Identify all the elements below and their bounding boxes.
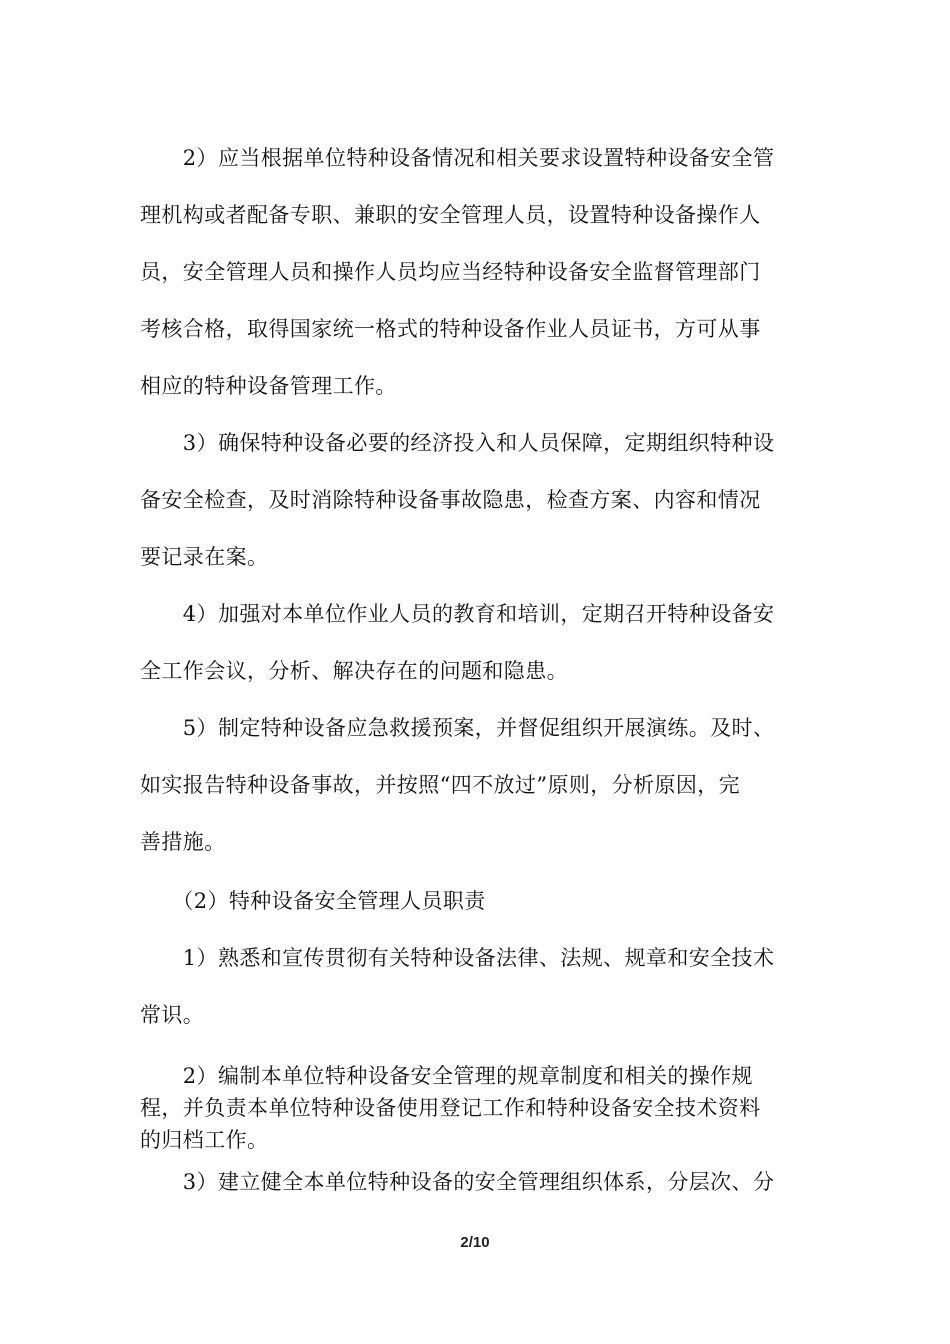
page-number: 2/10 — [460, 1234, 490, 1251]
text-line: 2）编制本单位特种设备安全管理的规章制度和相关的操作规 — [140, 1064, 753, 1088]
section-heading — [140, 873, 810, 930]
text-line: 4）加强对本单位作业人员的教育和培训，定期召开特种设备安 — [140, 602, 775, 626]
paragraph — [140, 130, 810, 415]
paragraph — [140, 930, 810, 1044]
text-line: 常识。 — [140, 1003, 205, 1027]
text-line: 相应的特种设备管理工作。 — [140, 374, 397, 398]
text-line: 2）应当根据单位特种设备情况和相关要求设置特种设备安全管 — [140, 146, 775, 170]
text-line: 程，并负责本单位特种设备使用登记工作和特种设备安全技术资料 — [140, 1096, 761, 1120]
text-line: 善措施。 — [140, 830, 226, 854]
text-line: 如实报告特种设备事故，并按照“四不放过”原则，分析原因，完 — [140, 773, 741, 797]
paragraph — [140, 1060, 810, 1156]
text-line: 全工作会议，分析、解决存在的问题和隐患。 — [140, 659, 568, 683]
text-line: 理机构或者配备专职、兼职的安全管理人员，设置特种设备操作人 — [140, 203, 761, 227]
text-line: 员，安全管理人员和操作人员均应当经特种设备安全监督管理部门 — [140, 260, 761, 284]
text-line: 5）制定特种设备应急救援预案，并督促组织开展演练。及时、 — [140, 716, 775, 740]
text-line: 1）熟悉和宣传贯彻有关特种设备法律、法规、规章和安全技术 — [140, 946, 775, 970]
paragraph — [140, 700, 810, 871]
text-line: 要记录在案。 — [140, 545, 269, 569]
text-line: 的归档工作。 — [140, 1128, 269, 1152]
text-line: 3）确保特种设备必要的经济投入和人员保障，定期组织特种设 — [140, 431, 775, 455]
paragraph — [140, 586, 810, 700]
text-line: 考核合格，取得国家统一格式的特种设备作业人员证书，方可从事 — [140, 317, 761, 341]
paragraph — [140, 1154, 810, 1211]
text-line: （2）特种设备安全管理人员职责 — [140, 889, 486, 913]
text-line: 备安全检查，及时消除特种设备事故隐患，检查方案、内容和情况 — [140, 488, 761, 512]
text-line: 3）建立健全本单位特种设备的安全管理组织体系，分层次、分 — [140, 1170, 775, 1194]
paragraph — [140, 415, 810, 586]
